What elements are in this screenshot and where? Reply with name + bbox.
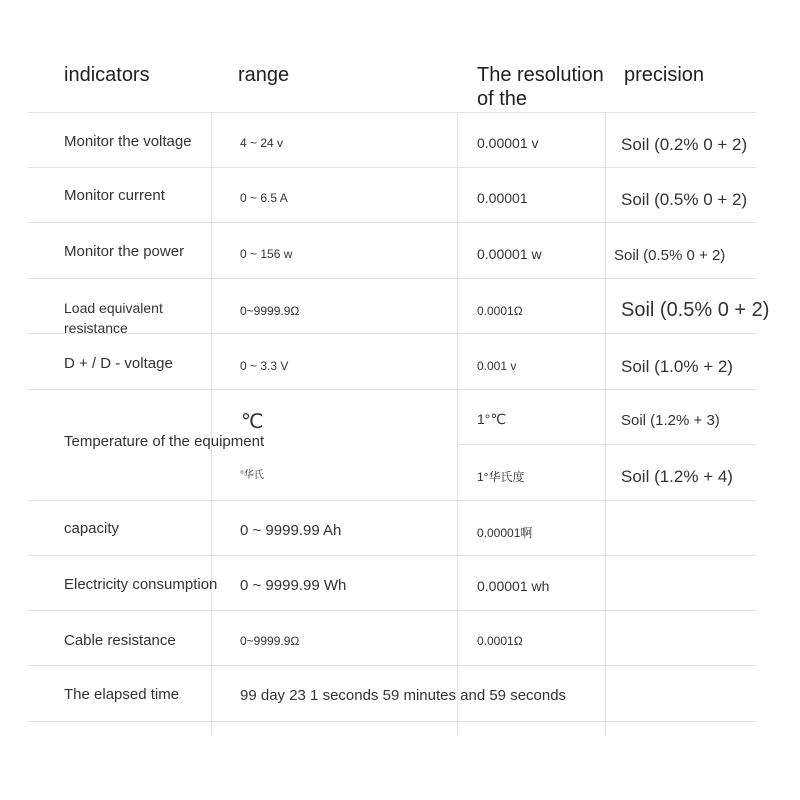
cell-resolution: 0.00001 [477, 190, 528, 206]
cell-range: 0 ~ 156 w [240, 247, 293, 261]
cell-precision: Soil (0.5% 0 + 2) [614, 247, 726, 264]
cell-precision-celsius: Soil (1.2% + 3) [621, 412, 720, 429]
cell-range: 99 day 23 1 seconds 59 minutes and 59 seconds [240, 687, 567, 704]
row-divider [28, 555, 756, 556]
header-indicators: indicators [64, 64, 150, 86]
cell-resolution: 0.001 v [477, 359, 517, 373]
cell-precision-fahrenheit: Soil (1.2% + 4) [621, 467, 733, 486]
cell-range: 0~9999.9Ω [240, 634, 300, 648]
row-divider [28, 222, 756, 223]
row-divider [458, 444, 756, 445]
cell-resolution: 0.00001啊 [477, 526, 533, 540]
cell-resolution: 0.0001Ω [477, 634, 523, 648]
header-range: range [238, 64, 290, 86]
cell-resolution: 0.00001 w [477, 246, 542, 262]
cell-indicator: Monitor the voltage [64, 133, 192, 150]
cell-indicator: Electricity consumption [64, 576, 218, 593]
header-precision: precision [624, 64, 705, 86]
row-divider [28, 112, 756, 113]
cell-range: 0 ~ 9999.99 Wh [240, 577, 347, 594]
cell-range: 0~9999.9Ω [240, 304, 300, 318]
row-divider [28, 278, 756, 279]
cell-range: 4 ~ 24 v [240, 136, 284, 150]
row-divider [28, 389, 756, 390]
cell-precision: Soil (0.5% 0 + 2) [621, 299, 770, 321]
cell-range: 0 ~ 3.3 V [240, 359, 289, 373]
row-divider [28, 665, 756, 666]
cell-indicator: Monitor current [64, 187, 165, 204]
cell-indicator: Monitor the power [64, 243, 185, 260]
cell-resolution-fahrenheit: 1°华氏度 [477, 470, 525, 484]
cell-resolution-celsius: 1°℃ [477, 411, 507, 427]
cell-indicator: Load equivalent resistance [64, 300, 163, 336]
column-divider [211, 112, 212, 736]
cell-range-fahrenheit: °华氏 [240, 470, 264, 481]
cell-range-celsius: ℃ [241, 411, 264, 433]
cell-indicator: Temperature of the equipment [64, 433, 265, 450]
column-divider [457, 112, 458, 736]
row-divider [28, 721, 756, 722]
cell-range: 0 ~ 9999.99 Ah [240, 522, 342, 539]
row-divider [28, 500, 756, 501]
cell-precision: Soil (0.5% 0 + 2) [621, 190, 748, 209]
cell-resolution: 0.00001 v [477, 135, 539, 151]
row-divider [28, 610, 756, 611]
header-resolution: The resolution of the [477, 64, 604, 110]
column-divider [605, 112, 606, 736]
cell-precision: Soil (0.2% 0 + 2) [621, 135, 748, 154]
row-divider [28, 167, 756, 168]
cell-indicator: The elapsed time [64, 686, 180, 703]
cell-range: 0 ~ 6.5 A [240, 191, 288, 205]
cell-indicator: Cable resistance [64, 632, 176, 649]
cell-indicator: D + / D - voltage [64, 355, 173, 372]
cell-precision: Soil (1.0% + 2) [621, 357, 733, 376]
cell-resolution: 0.0001Ω [477, 304, 523, 318]
cell-resolution: 0.00001 wh [477, 578, 550, 594]
cell-indicator: capacity [64, 520, 120, 537]
